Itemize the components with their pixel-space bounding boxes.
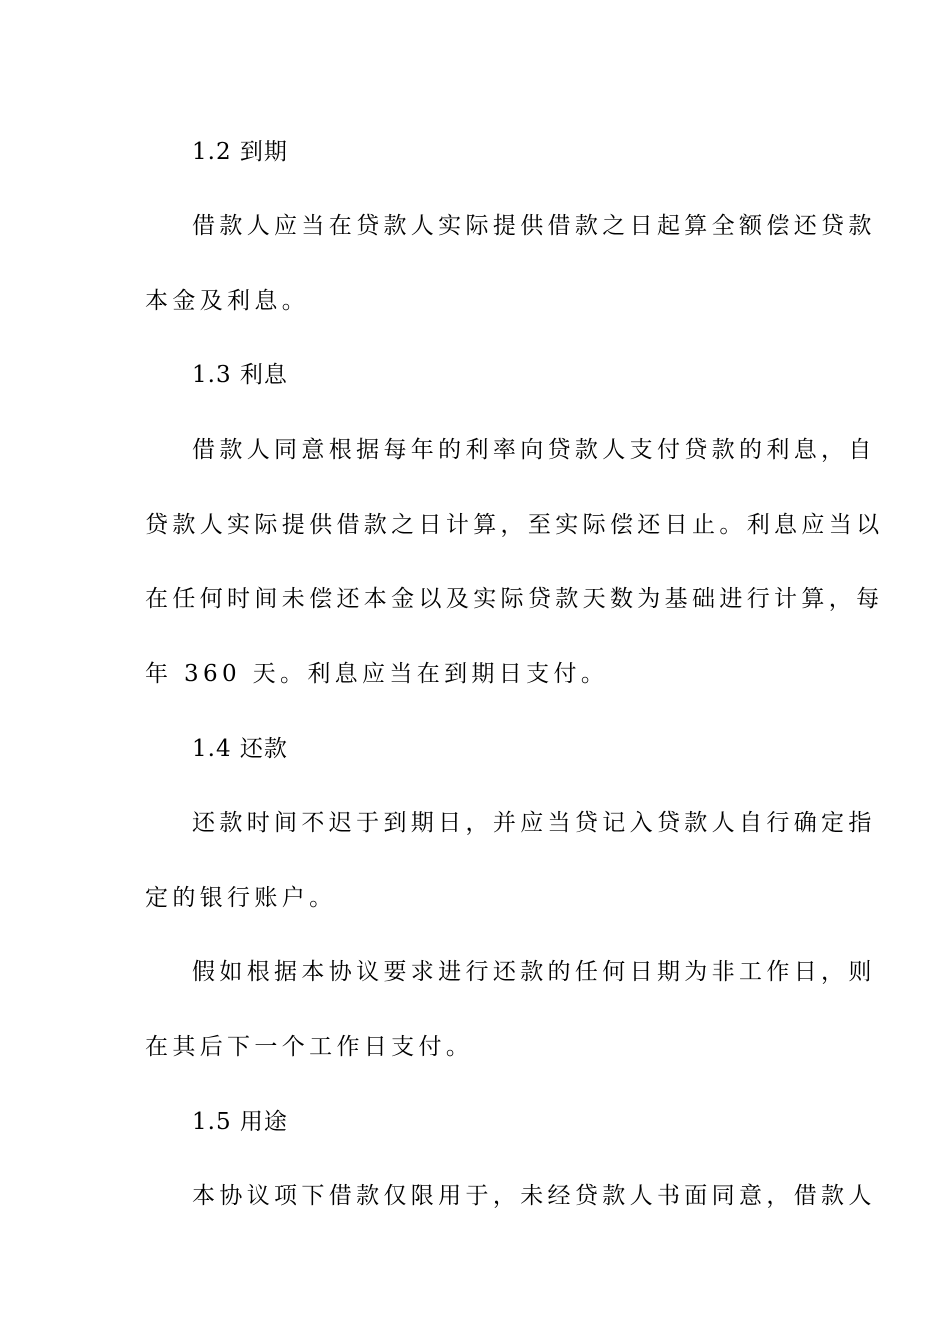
paragraph-line: 年 360 天。利息应当在到期日支付。 [145, 661, 609, 687]
section-heading-1-3: 1.3 利息 [192, 362, 288, 388]
paragraph-line: 假如根据本协议要求进行还款的任何日期为非工作日，则 [192, 959, 876, 985]
paragraph-line: 还款时间不迟于到期日，并应当贷记入贷款人自行确定指 [192, 810, 876, 836]
section-heading-1-4: 1.4 还款 [192, 736, 288, 762]
paragraph-line: 定的银行账户。 [145, 885, 337, 911]
paragraph-line: 本协议项下借款仅限用于，未经贷款人书面同意，借款人 [192, 1183, 876, 1209]
paragraph-line: 借款人同意根据每年的利率向贷款人支付贷款的利息，自 [192, 437, 876, 463]
paragraph-line: 本金及利息。 [145, 288, 310, 314]
section-heading-1-5: 1.5 用途 [192, 1109, 288, 1135]
paragraph-line: 贷款人实际提供借款之日计算，至实际偿还日止。利息应当以 [145, 512, 884, 538]
section-heading-1-2: 1.2 到期 [192, 139, 288, 165]
paragraph-line: 借款人应当在贷款人实际提供借款之日起算全额偿还贷款 [192, 213, 876, 239]
paragraph-line: 在其后下一个工作日支付。 [145, 1034, 474, 1060]
paragraph-line: 在任何时间未偿还本金以及实际贷款天数为基础进行计算，每 [145, 586, 884, 612]
